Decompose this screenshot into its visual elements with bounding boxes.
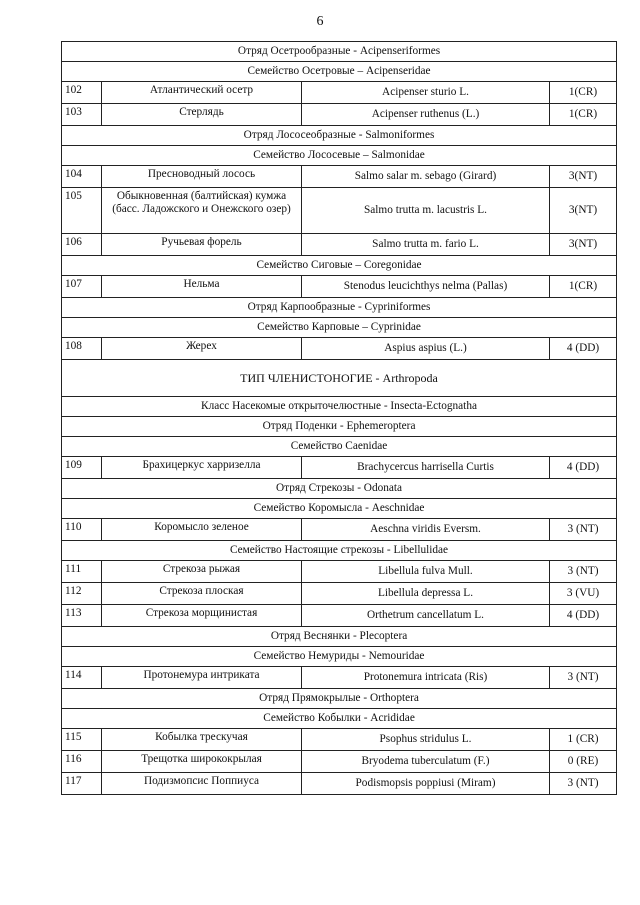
taxon-header-row [62, 256, 617, 276]
species-latin-name: Psophus stridulus L. [302, 729, 550, 751]
species-latin-name: Aspius aspius (L.) [302, 338, 550, 360]
species-russian-name: Атлантический осетр [102, 82, 302, 104]
taxon-header-row [62, 479, 617, 499]
species-latin-name: Bryodema tuberculatum (F.) [302, 751, 550, 773]
phylum-header-row [62, 360, 617, 397]
species-status: 3 (NT) [550, 519, 617, 541]
species-row [62, 605, 617, 627]
species-latin-name: Aeschna viridis Eversm. [302, 519, 550, 541]
species-row [62, 729, 617, 751]
species-number: 105 [62, 188, 102, 234]
species-number: 109 [62, 457, 102, 479]
taxon-header: Семейство Кобылки - Acrididae [62, 709, 617, 729]
species-russian-name: Нельма [102, 276, 302, 298]
taxon-header: Отряд Прямокрылые - Orthoptera [62, 689, 617, 709]
species-row [62, 188, 617, 234]
species-row [62, 667, 617, 689]
species-latin-name: Salmo trutta m. lacustris L. [302, 188, 550, 234]
species-russian-name: Стрекоза рыжая [102, 561, 302, 583]
taxon-header: Отряд Стрекозы - Odonata [62, 479, 617, 499]
taxon-header-row [62, 689, 617, 709]
species-status: 3(NT) [550, 166, 617, 188]
species-row [62, 561, 617, 583]
species-number: 110 [62, 519, 102, 541]
taxon-header: Семейство Настоящие стрекозы - Libellulidae [62, 541, 617, 561]
species-status: 0 (RE) [550, 751, 617, 773]
table-body [62, 42, 617, 795]
species-latin-name: Orthetrum cancellatum L. [302, 605, 550, 627]
taxon-header: Семейство Лососевые – Salmonidae [62, 146, 617, 166]
species-status: 3(NT) [550, 188, 617, 234]
species-russian-name: Протонемура интриката [102, 667, 302, 689]
species-latin-name: Libellula fulva Mull. [302, 561, 550, 583]
species-number: 116 [62, 751, 102, 773]
taxon-header-row [62, 126, 617, 146]
species-russian-name: Стрекоза морщинистая [102, 605, 302, 627]
species-latin-name: Podismopsis poppiusi (Miram) [302, 773, 550, 795]
taxon-header: ТИП ЧЛЕНИСТОНОГИЕ - Arthropoda [62, 360, 617, 397]
taxon-header-row [62, 417, 617, 437]
species-latin-name: Brachycercus harrisella Curtis [302, 457, 550, 479]
species-latin-name: Stenodus leucichthys nelma (Pallas) [302, 276, 550, 298]
species-number: 108 [62, 338, 102, 360]
species-russian-name: Пресноводный лосось [102, 166, 302, 188]
species-number: 111 [62, 561, 102, 583]
taxon-header-row [62, 42, 617, 62]
species-russian-name: Ручьевая форель [102, 234, 302, 256]
species-row [62, 457, 617, 479]
species-latin-name: Acipenser sturio L. [302, 82, 550, 104]
taxon-header-row [62, 318, 617, 338]
taxon-header-row [62, 647, 617, 667]
species-row [62, 751, 617, 773]
taxon-header-row [62, 541, 617, 561]
taxon-header: Отряд Веснянки - Plecoptera [62, 627, 617, 647]
taxon-header-row [62, 146, 617, 166]
species-number: 117 [62, 773, 102, 795]
taxon-header: Класс Насекомые открыточелюстные - Insecta-Ectognatha [62, 397, 617, 417]
species-russian-name: Обыкновенная (балтийская) кумжа (басс. Ладожского и Онежского озер) [102, 188, 302, 234]
species-status: 4 (DD) [550, 605, 617, 627]
taxon-header-row [62, 62, 617, 82]
species-row [62, 338, 617, 360]
species-russian-name: Трещотка ширококрылая [102, 751, 302, 773]
species-status: 3 (VU) [550, 583, 617, 605]
species-number: 115 [62, 729, 102, 751]
species-row [62, 519, 617, 541]
taxon-header: Отряд Лососеобразные - Salmoniformes [62, 126, 617, 146]
taxon-header: Отряд Осетрообразные - Acipenseriformes [62, 42, 617, 62]
species-status: 3 (NT) [550, 667, 617, 689]
species-table [61, 41, 617, 795]
species-russian-name: Подизмопсис Поппиуса [102, 773, 302, 795]
taxon-header: Семейство Сиговые – Coregonidae [62, 256, 617, 276]
taxon-header-row [62, 627, 617, 647]
species-status: 3 (NT) [550, 773, 617, 795]
species-status: 3(NT) [550, 234, 617, 256]
species-latin-name: Acipenser ruthenus (L.) [302, 104, 550, 126]
species-number: 112 [62, 583, 102, 605]
page-number: 6 [316, 14, 324, 29]
species-number: 114 [62, 667, 102, 689]
species-row [62, 276, 617, 298]
species-russian-name: Коромысло зеленое [102, 519, 302, 541]
taxon-header-row [62, 397, 617, 417]
taxon-header-row [62, 709, 617, 729]
species-status: 1(CR) [550, 104, 617, 126]
species-number: 106 [62, 234, 102, 256]
species-russian-name: Стерлядь [102, 104, 302, 126]
species-status: 1 (CR) [550, 729, 617, 751]
species-row [62, 234, 617, 256]
species-status: 1(CR) [550, 276, 617, 298]
species-status: 3 (NT) [550, 561, 617, 583]
species-latin-name: Protonemura intricata (Ris) [302, 667, 550, 689]
taxon-header: Семейство Немуриды - Nemouridae [62, 647, 617, 667]
species-number: 102 [62, 82, 102, 104]
species-row [62, 104, 617, 126]
species-status: 4 (DD) [550, 338, 617, 360]
species-row [62, 773, 617, 795]
taxon-header-row [62, 298, 617, 318]
species-russian-name: Брахицеркус харризелла [102, 457, 302, 479]
species-number: 103 [62, 104, 102, 126]
species-row [62, 82, 617, 104]
species-russian-name: Кобылка трескучая [102, 729, 302, 751]
species-number: 113 [62, 605, 102, 627]
species-row [62, 583, 617, 605]
species-number: 104 [62, 166, 102, 188]
taxon-header: Семейство Коромысла - Aeschnidae [62, 499, 617, 519]
taxon-header: Семейство Карповые – Cyprinidae [62, 318, 617, 338]
species-latin-name: Salmo salar m. sebago (Girard) [302, 166, 550, 188]
species-row [62, 166, 617, 188]
species-status: 1(CR) [550, 82, 617, 104]
species-number: 107 [62, 276, 102, 298]
taxon-header: Семейство Осетровые – Acipenseridae [62, 62, 617, 82]
species-russian-name: Стрекоза плоская [102, 583, 302, 605]
species-status: 4 (DD) [550, 457, 617, 479]
taxon-header-row [62, 437, 617, 457]
species-russian-name: Жерех [102, 338, 302, 360]
taxon-header: Семейство Caenidae [62, 437, 617, 457]
taxon-header: Отряд Карпообразные - Cypriniformes [62, 298, 617, 318]
taxon-header-row [62, 499, 617, 519]
species-latin-name: Libellula depressa L. [302, 583, 550, 605]
taxon-header: Отряд Поденки - Ephemeroptera [62, 417, 617, 437]
species-latin-name: Salmo trutta m. fario L. [302, 234, 550, 256]
